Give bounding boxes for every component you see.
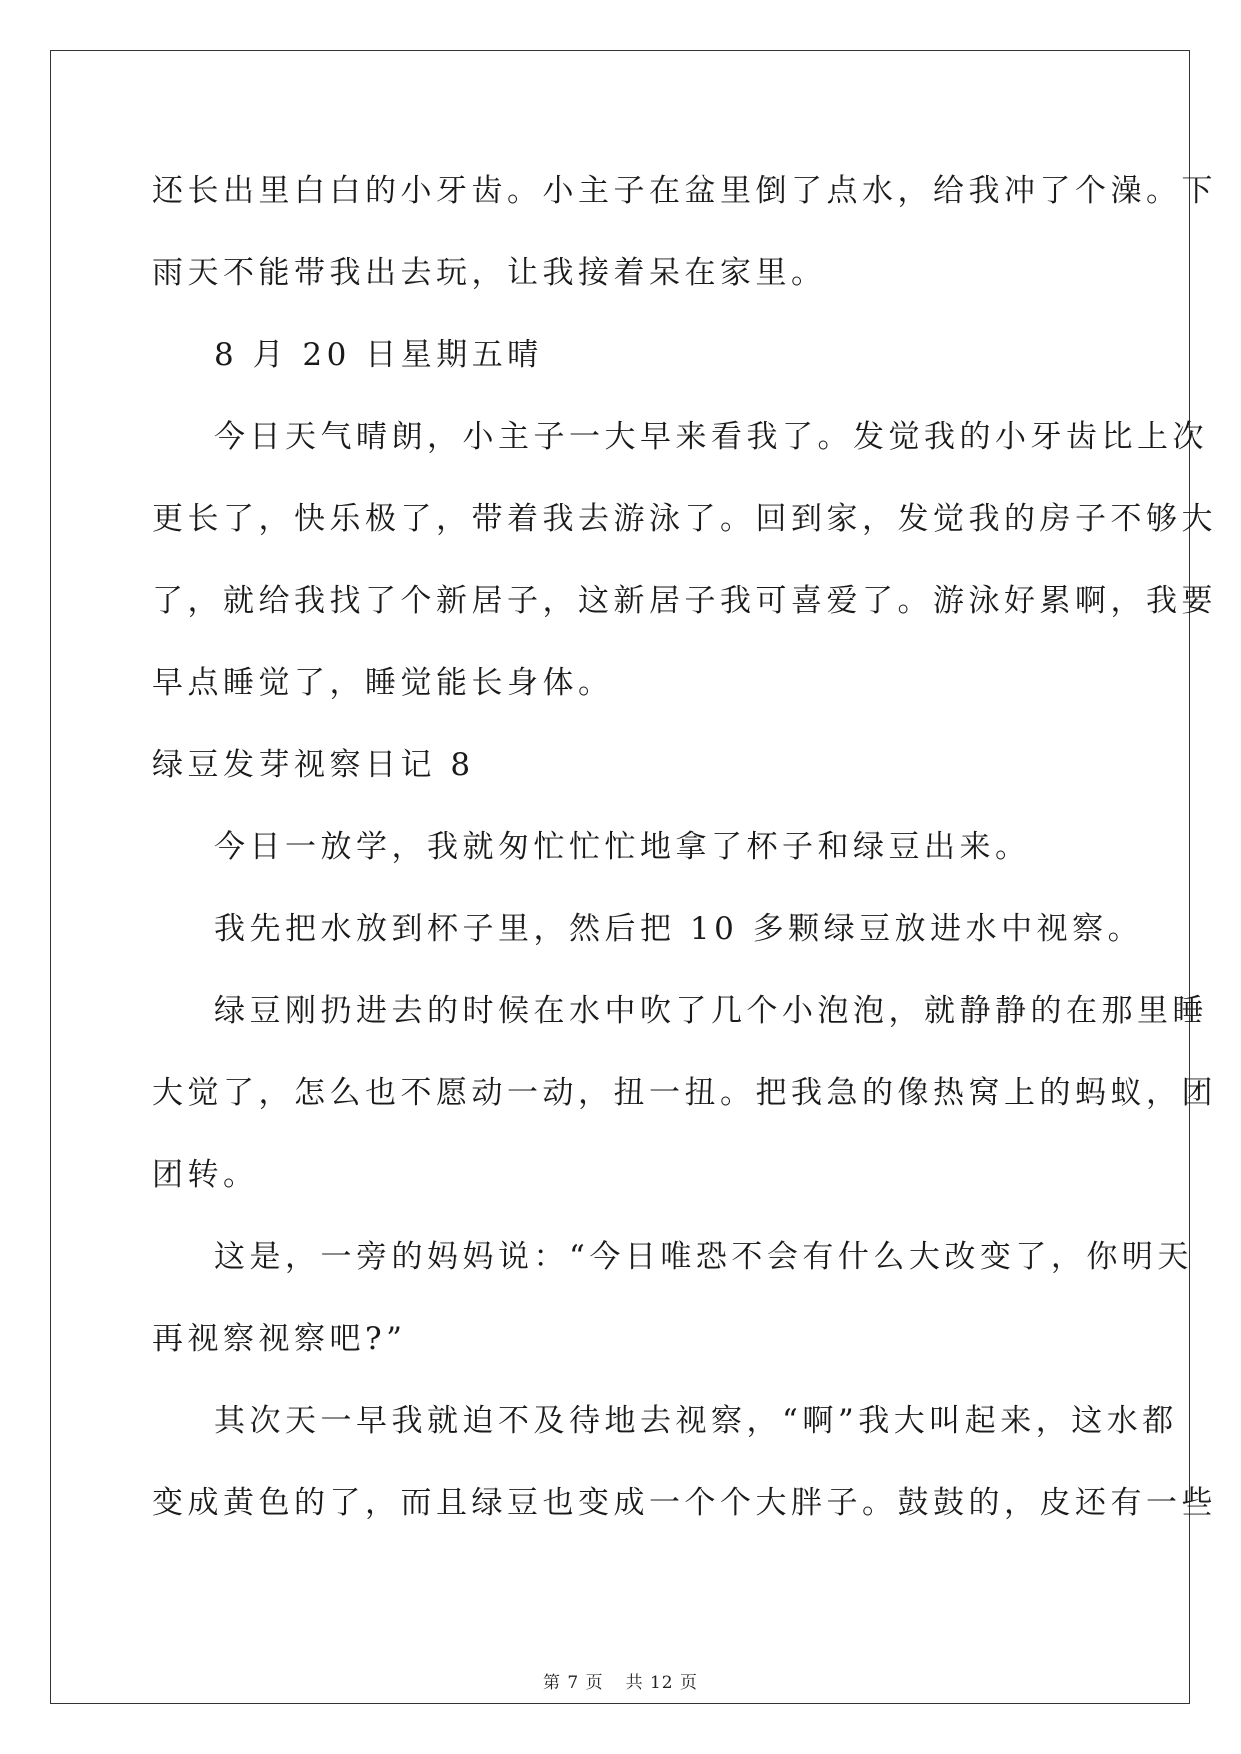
text-line-11: 绿豆刚扔进去的时候在水中吹了几个小泡泡，就静静的在那里睡	[214, 993, 1208, 1029]
date-heading: 8 月 20 日星期五晴	[214, 337, 543, 373]
text-line-4: 今日天气晴朗，小主子一大早来看我了。发觉我的小牙齿比上次	[214, 419, 1208, 455]
text-line-16: 其次天一早我就迫不及待地去视察，“啊”我大叫起来，这水都	[214, 1403, 1178, 1439]
text-line-10: 我先把水放到杯子里，然后把 10 多颗绿豆放进水中视察。	[214, 911, 1144, 947]
text-line-2: 雨天不能带我出去玩，让我接着呆在家里。	[152, 255, 827, 291]
text-line-9: 今日一放学，我就匆忙忙忙地拿了杯子和绿豆出来。	[214, 829, 1031, 865]
page-number: 第 7 页	[542, 1673, 604, 1693]
text-line-5: 更长了，快乐极了，带着我去游泳了。回到家，发觉我的房子不够大	[152, 501, 1217, 537]
page-total: 共 12 页	[625, 1673, 699, 1693]
document-body	[152, 158, 1217, 1552]
text-line-12: 大觉了，怎么也不愿动一动，扭一扭。把我急的像热窝上的蚂蚁，团	[152, 1075, 1217, 1111]
text-line-7: 早点睡觉了，睡觉能长身体。	[152, 665, 614, 701]
text-line-14: 这是，一旁的妈妈说：“今日唯恐不会有什么大改变了，你明天	[214, 1239, 1193, 1275]
text-line-13: 团转。	[152, 1157, 259, 1193]
page-footer	[0, 1668, 1241, 1693]
text-line-15: 再视察视察吧?”	[152, 1321, 407, 1357]
text-line-17: 变成黄色的了，而且绿豆也变成一个个大胖子。鼓鼓的，皮还有一些	[152, 1485, 1217, 1521]
text-line-6: 了，就给我找了个新居子，这新居子我可喜爱了。游泳好累啊，我要	[152, 583, 1217, 619]
text-line-1: 还长出里白白的小牙齿。小主子在盆里倒了点水，给我冲了个澡。下	[152, 173, 1217, 209]
section-title: 绿豆发芽视察日记 8	[152, 747, 475, 783]
